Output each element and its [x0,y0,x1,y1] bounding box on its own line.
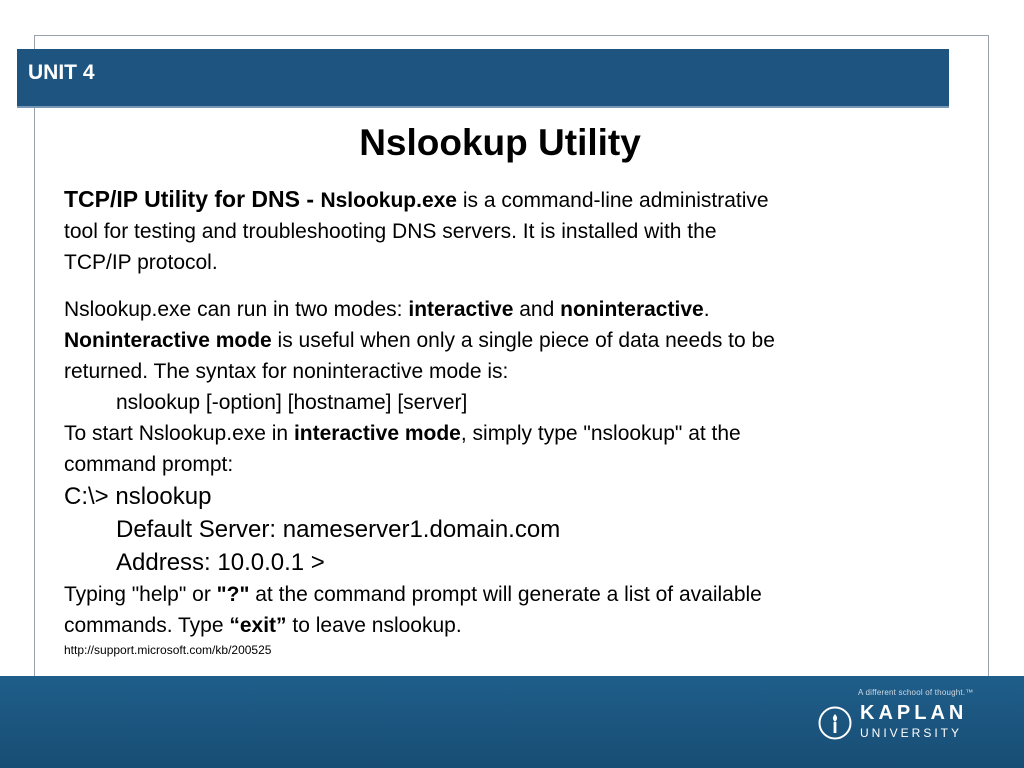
help-line-1 [64,579,944,610]
reference-link[interactable]: http://support.microsoft.com/kb/200525 [64,643,272,657]
unit-header-bar [17,49,949,108]
interactive-line-1 [64,418,944,449]
noninteractive-mode-term: Noninteractive mode [64,329,272,352]
brand-name: KAPLAN [860,702,968,724]
brand-subtitle: UNIVERSITY [860,726,963,740]
unit-label: UNIT 4 [28,61,95,84]
modes-line-3: returned. The syntax for noninteractive mode is: [64,360,509,383]
mode-interactive: interactive [408,298,514,321]
modes-line-1 [64,294,944,325]
intro-lead: TCP/IP Utility for DNS - [64,186,321,212]
help-desc: at the command prompt will generate a list of available [249,583,762,606]
interactive-mode-term: interactive mode [293,422,461,445]
intro-line-1 [64,184,944,216]
slide-title: Nslookup Utility [359,122,641,163]
console-default-server: Default Server: nameserver1.domain.com [116,516,561,543]
kaplan-torch-icon [818,706,852,740]
slide-body [64,184,944,659]
interactive-line-2: command prompt: [64,453,234,476]
syntax-line: nslookup [-option] [hostname] [server] [116,391,468,414]
interactive-desc: , simply type "nslookup" at the [460,422,741,445]
footer-bar [0,676,1024,768]
console-prompt: C:\> nslookup [64,483,212,510]
kaplan-logo [818,702,990,746]
intro-line-3: TCP/IP protocol. [64,251,218,274]
intro-exe: Nslookup.exe [320,189,457,212]
interactive-text: To start Nslookup.exe in [64,422,294,445]
exit-desc: to leave nslookup. [286,614,462,637]
console-address: Address: 10.0.0.1 > [116,549,325,576]
modes-period: . [703,298,710,321]
intro-line-2: tool for testing and troubleshooting DNS servers. It is installed with the [64,220,717,243]
mode-noninteractive: noninteractive [560,298,704,321]
help-line-2 [64,610,944,641]
help-text: Typing "help" or [64,583,217,606]
exit-term: “exit” [229,614,287,637]
modes-text: Nslookup.exe can run in two modes: [64,298,409,321]
exit-text: commands. Type [64,614,230,637]
modes-and: and [513,298,561,321]
modes-line-2 [64,325,944,356]
intro-rest: is a command-line administrative [456,189,769,212]
noninteractive-desc: is useful when only a single piece of data needs to be [271,329,775,352]
help-question: "?" [216,583,250,606]
tagline: A different school of thought.™ [858,688,974,697]
